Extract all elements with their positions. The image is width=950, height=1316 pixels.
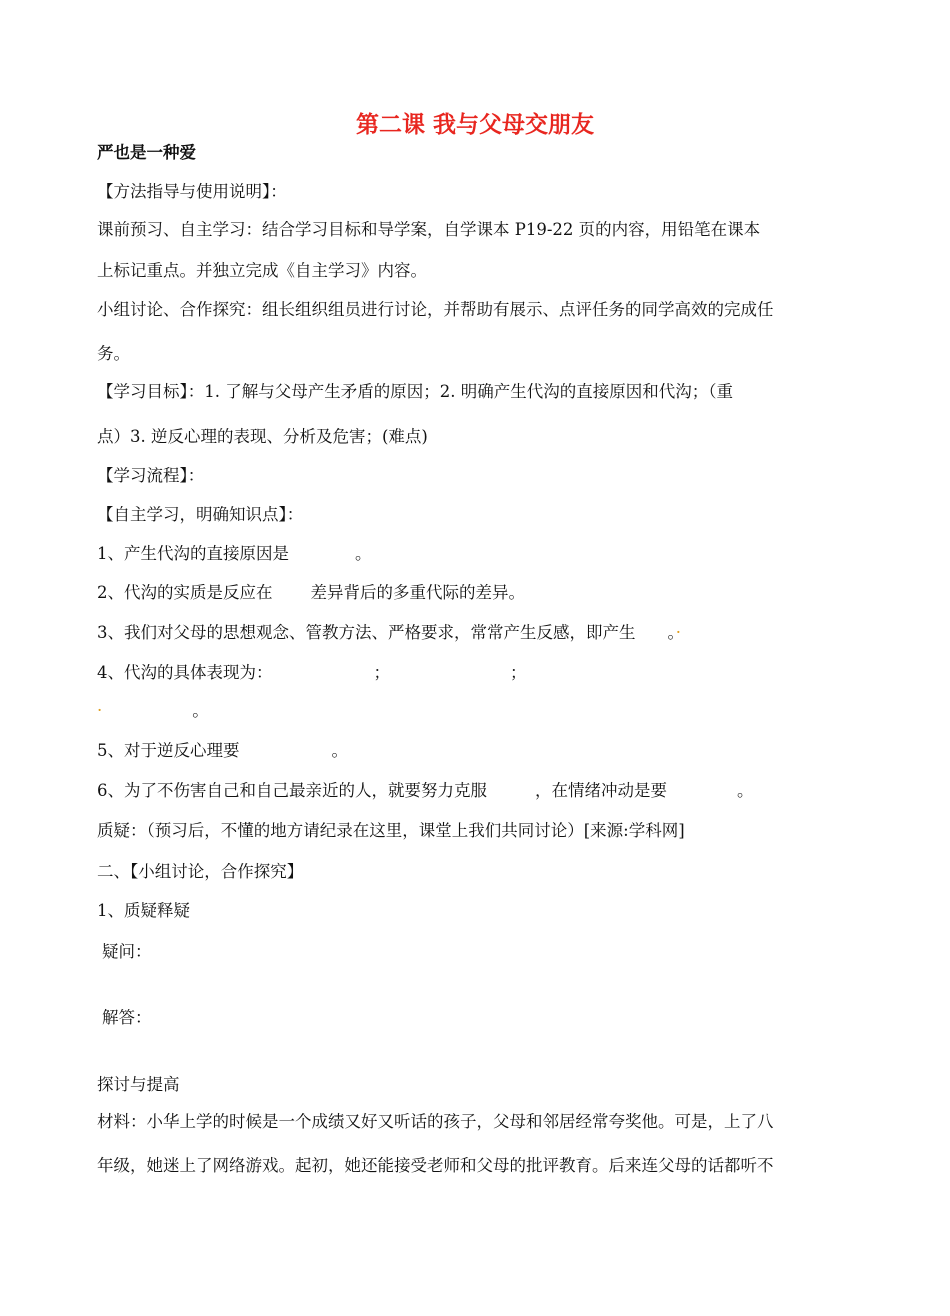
material-line-1: 材料：小华上学的时候是一个成绩又好又听话的孩子，父母和邻居经常夸奖他。可是，上了八 [97,1112,774,1131]
material-line-2: 年级，她迷上了网络游戏。起初，她还能接受老师和父母的批评教育。后来连父母的话都听不 [97,1156,774,1175]
question-6-end: 。 [737,781,754,800]
question-1 [97,540,372,564]
goal-line-1: 【学习目标】：1. 了解与父母产生矛盾的原因；2. 明确产生代沟的直接原因和代沟；（重 [97,382,733,401]
question-4-sep-2: ； [510,663,527,682]
question-2-text-a: 2、代沟的实质是反应在 [97,583,273,602]
section-subtitle: 严也是一种爱 [97,143,196,162]
goal-line-2: 点）3. 逆反心理的表现、分析及危害；(难点) [97,427,428,446]
question-6-text-b: ，在情绪冲动是要 [535,781,667,800]
question-label: 疑问： [102,942,152,961]
mark-dot: · [675,623,681,642]
method-header: 【方法指导与使用说明】： [97,182,287,201]
doubt-line: 质疑：（预习后，不懂的地方请纪录在这里，课堂上我们共同讨论）[来源:学科网] [97,821,685,840]
page-title: 第二课 我与父母交朋友 [355,112,594,138]
question-3-end: 。 [667,623,676,642]
question-3-text: 3、我们对父母的思想观念、管教方法、严格要求，常常产生反感，即产生 [97,623,636,642]
question-1-end: 。 [355,544,372,563]
question-6 [97,777,754,801]
question-2 [97,579,525,603]
discuss-header: 探讨与提高 [97,1075,180,1094]
flow-header: 【学习流程】： [97,466,205,485]
question-3 [97,619,681,643]
section-2-header: 二、【小组讨论，合作探究】 [97,862,304,881]
method-line-1: 课前预习、自主学习：结合学习目标和导学案，自学课本 P19-22 页的内容，用铅笔在课本 [97,220,761,239]
section-2-item-1: 1、质疑释疑 [97,901,190,920]
question-1-text: 1、产生代沟的直接原因是 [97,544,289,563]
method-line-2: 上标记重点。并独立完成《自主学习》内容。 [97,261,427,280]
question-2-text-b: 差异背后的多重代际的差异。 [310,583,525,602]
question-4-cont [97,697,209,721]
answer-label: 解答： [102,1008,152,1027]
mark-dot: · [97,701,103,720]
method-line-3: 小组讨论、合作探究：组长组织组员进行讨论，并帮助有展示、点评任务的同学高效的完成任 [97,300,774,319]
self-study-header: 【自主学习，明确知识点】： [97,505,304,524]
question-4-end: 。 [192,701,209,720]
question-4-sep-1: ； [373,663,390,682]
question-5-end: 。 [331,741,348,760]
question-4 [97,659,527,683]
question-4-text: 4、代沟的具体表现为： [97,663,273,682]
question-5 [97,737,348,761]
question-6-text-a: 6、为了不伤害自己和自己最亲近的人，就要努力克服 [97,781,487,800]
method-line-4: 务。 [97,344,130,363]
question-5-text: 5、对于逆反心理要 [97,741,240,760]
